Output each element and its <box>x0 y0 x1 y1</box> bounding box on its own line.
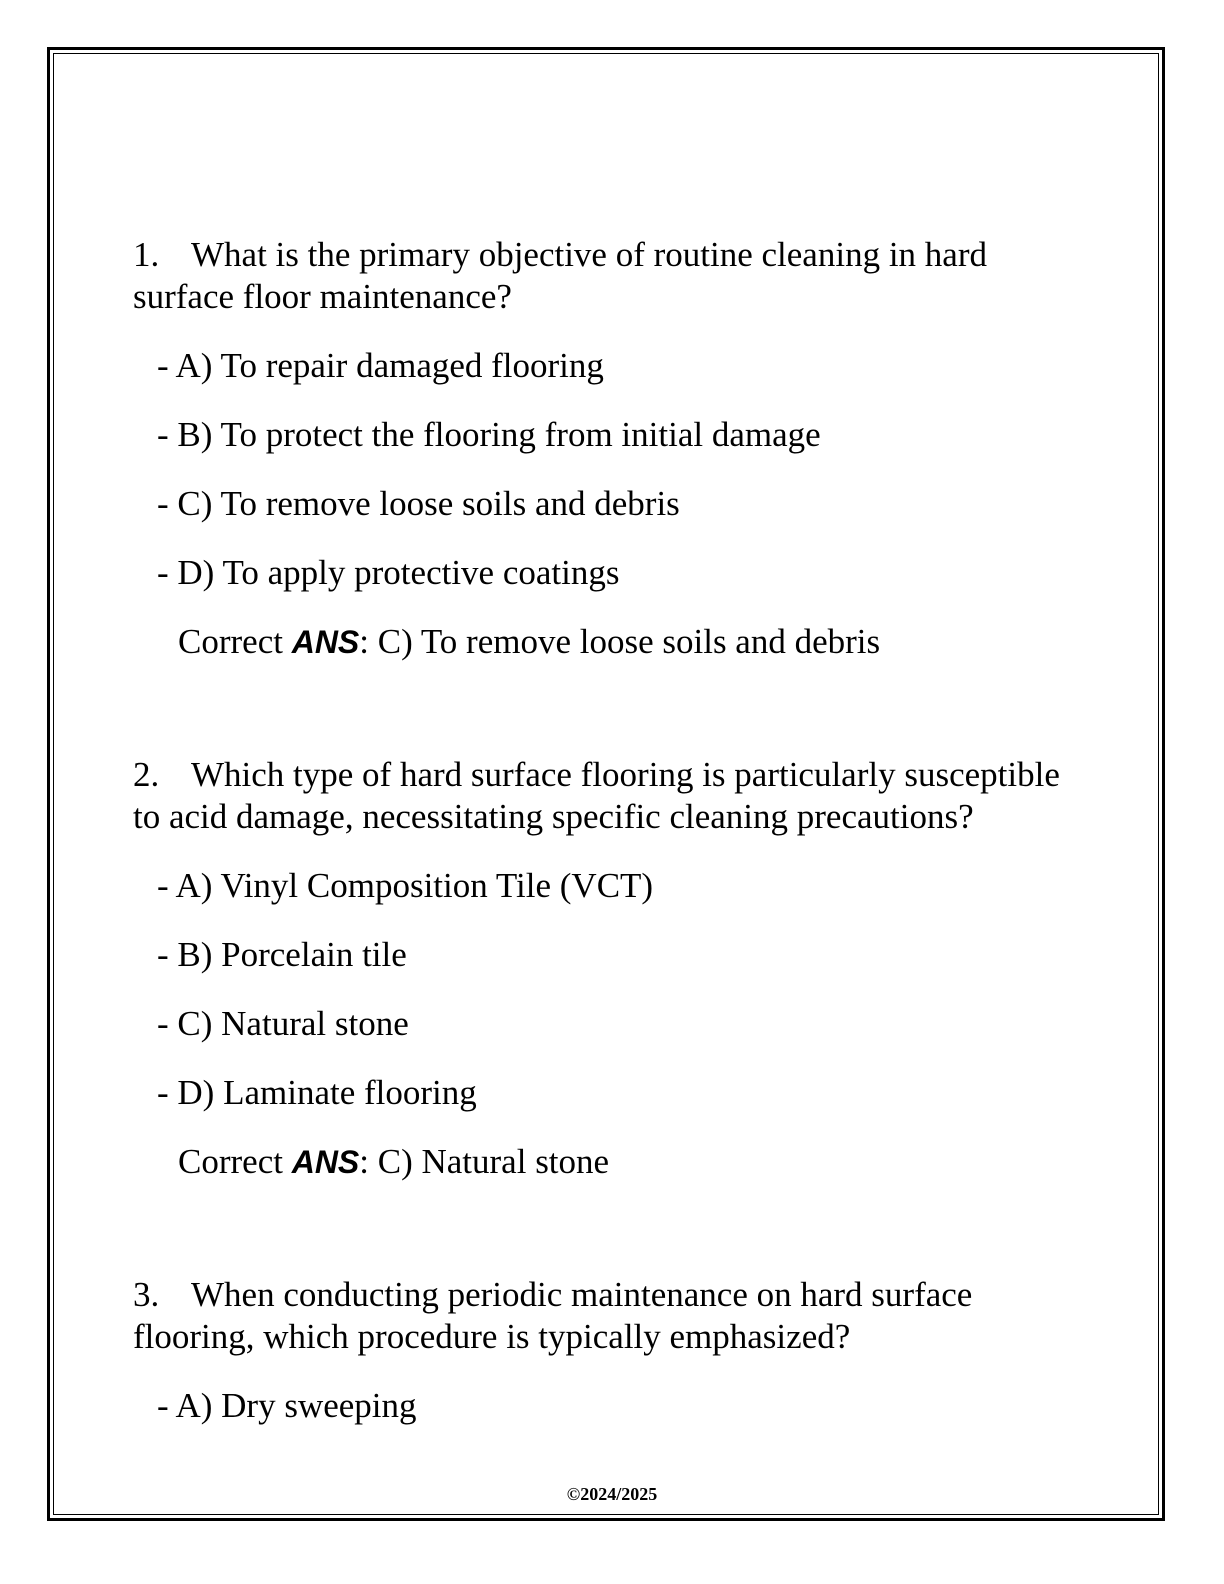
ans-label: ANS <box>291 624 360 660</box>
question-number-1: 1. <box>133 235 160 274</box>
question-block-1 <box>133 234 1093 663</box>
option-1b: - B) To protect the flooring from initial damage <box>157 415 821 454</box>
copyright-footer: ©2024/2025 <box>566 1484 658 1504</box>
option-2d: - D) Laminate flooring <box>157 1073 477 1112</box>
question-text-2: 2. Which type of hard surface flooring is particularly susceptible to acid damage, necessitating specific cleaning precautions? <box>133 755 1060 836</box>
question-text-3: 3. When conducting periodic maintenance on hard surface flooring, which procedure is typically emphasized? <box>133 1275 973 1356</box>
ans-label: ANS <box>291 1144 360 1180</box>
option-2b: - B) Porcelain tile <box>157 935 407 974</box>
option-2a: - A) Vinyl Composition Tile (VCT) <box>157 866 654 905</box>
answer-1: Correct ANS: C) To remove loose soils and debris <box>178 622 881 661</box>
question-block-2 <box>133 754 1093 1183</box>
option-1c: - C) To remove loose soils and debris <box>157 484 680 523</box>
option-1a: - A) To repair damaged flooring <box>157 346 604 385</box>
question-text-1: 1. What is the primary objective of routine cleaning in hard surface floor maintenance? <box>133 235 987 316</box>
option-2c: - C) Natural stone <box>157 1004 409 1043</box>
question-block-3 <box>133 1274 1093 1427</box>
question-number-2: 2. <box>133 755 160 794</box>
option-3a: - A) Dry sweeping <box>157 1386 417 1425</box>
question-number-3: 3. <box>133 1275 160 1314</box>
answer-2: Correct ANS: C) Natural stone <box>178 1142 610 1181</box>
option-1d: - D) To apply protective coatings <box>157 553 620 592</box>
question-list <box>133 234 1093 1518</box>
